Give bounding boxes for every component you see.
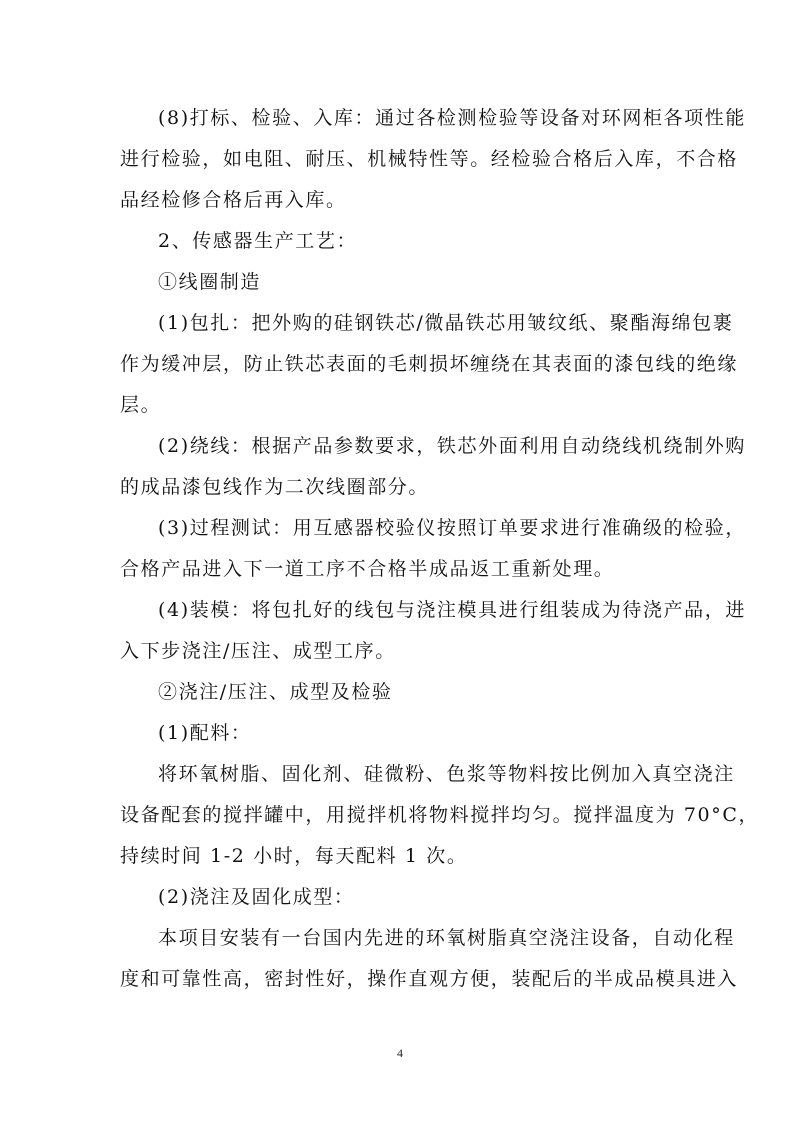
text-line: 的成品漆包线作为二次线圈部分。 [120,476,430,498]
text-line: 合格产品进入下一道工序不合格半成品返工重新处理。 [120,558,615,580]
text-line: 设备配套的搅拌罐中，用搅拌机将物料搅拌均匀。搅拌温度为 70°C， [120,804,760,826]
text-line: (1)包扎：把外购的硅钢铁芯/微晶铁芯用皱纹纸、聚酯海绵包裹 [158,312,734,334]
text-line: 进行检验，如电阻、耐压、机械特性等。经检验合格后入库，不合格 [120,148,739,170]
subsection-heading: ①线圈制造 [158,271,262,293]
text-line: 度和可靠性高，密封性好，操作直观方便，装配后的半成品模具进入 [120,968,739,990]
text-line: (1)配料： [158,722,252,744]
text-line: (3)过程测试：用互感器校验仪按照订单要求进行准确级的检验， [158,517,746,539]
text-line: (8)打标、检验、入库：通过各检测检验等设备对环网柜各项性能 [158,107,746,129]
text-line: 层。 [120,394,162,416]
text-line: (2)浇注及固化成型： [158,886,355,908]
page-number: 4 [397,1046,403,1060]
text-line: 将环氧树脂、固化剂、硅微粉、色浆等物料按比例加入真空浇注 [158,763,735,785]
text-line: (2)绕线：根据产品参数要求，铁芯外面利用自动绕线机绕制外购 [158,435,746,457]
subsection-heading: ②浇注/压注、成型及检验 [158,681,393,703]
text-line: (4)装模：将包扎好的线包与浇注模具进行组装成为待浇产品，进 [158,599,746,621]
text-line: 持续时间 1-2 小时，每天配料 1 次。 [120,845,468,867]
text-line: 作为缓冲层，防止铁芯表面的毛刺损坏缠绕在其表面的漆包线的绝缘 [120,353,739,375]
text-line: 入下步浇注/压注、成型工序。 [120,640,396,662]
section-heading: 2、传感器生产工艺： [158,230,358,252]
body-text [120,98,760,1000]
text-line: 品经检修合格后再入库。 [120,189,347,211]
text-line: 本项目安装有一台国内先进的环氧树脂真空浇注设备，自动化程 [158,927,735,949]
